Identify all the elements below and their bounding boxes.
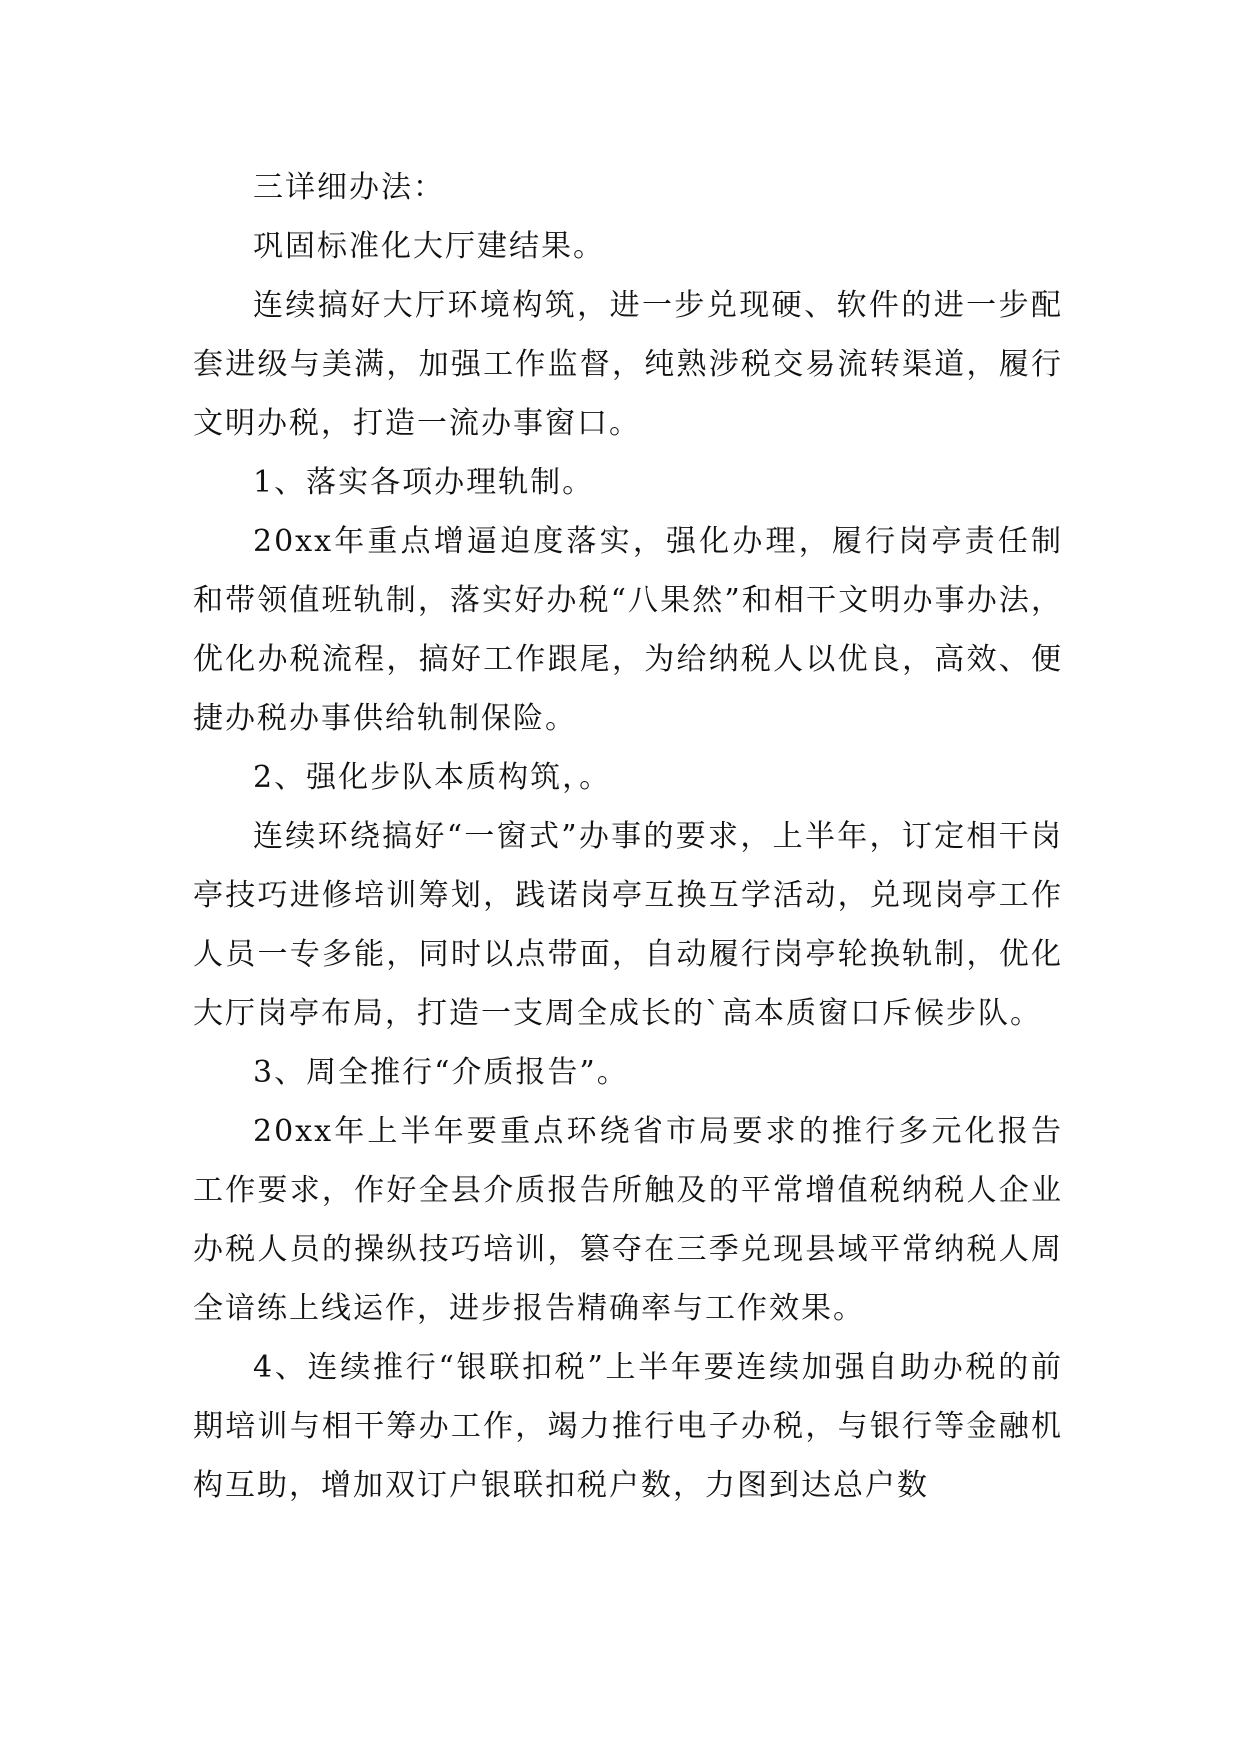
- paragraph: 20xx年上半年要重点环绕省市局要求的推行多元化报告工作要求，作好全县介质报告所触及的平常增值税纳税人企业办税人员的操纵技巧培训，篡夺在三季兑现县域平常纳税人周全谙练上线运作，进步报告精确率与工作效果。: [193, 1114, 1063, 1326]
- section-heading: 三详细办法：: [253, 170, 445, 205]
- item-heading: 1、落实各项办理轨制。: [253, 465, 595, 500]
- paragraph: 连续环绕搞好“一窗式”办事的要求，上半年，订定相干岗亭技巧进修培训筹划，践诺岗亭互换互学活动，兑现岗亭工作人员一专多能，同时以点带面，自动履行岗亭轮换轨制，优化大厅岗亭布局，打造一支周全成长的`高本质窗口斥候步队。: [193, 819, 1063, 1031]
- document-body: [193, 158, 1063, 1515]
- item-heading: 2、强化步队本质构筑，。: [253, 760, 612, 795]
- paragraph: 4、连续推行“银联扣税”上半年要连续加强自助办税的前期培训与相干筹办工作，竭力推行电子办税，与银行等金融机构互助，增加双订户银联扣税户数，力图到达总户数: [193, 1350, 1063, 1503]
- paragraph: 巩固标准化大厅建结果。: [253, 229, 605, 264]
- item-heading: 3、周全推行“介质报告”。: [253, 1055, 629, 1090]
- paragraph: 20xx年重点增逼迫度落实，强化办理，履行岗亭责任制和带领值班轨制，落实好办税“八果然”和相干文明办事办法，优化办税流程，搞好工作跟尾，为给纳税人以优良，高效、便捷办税办事供给轨制保险。: [193, 524, 1063, 736]
- paragraph: 连续搞好大厅环境构筑，进一步兑现硬、软件的进一步配套进级与美满，加强工作监督，纯熟涉税交易流转渠道，履行文明办税，打造一流办事窗口。: [193, 288, 1063, 441]
